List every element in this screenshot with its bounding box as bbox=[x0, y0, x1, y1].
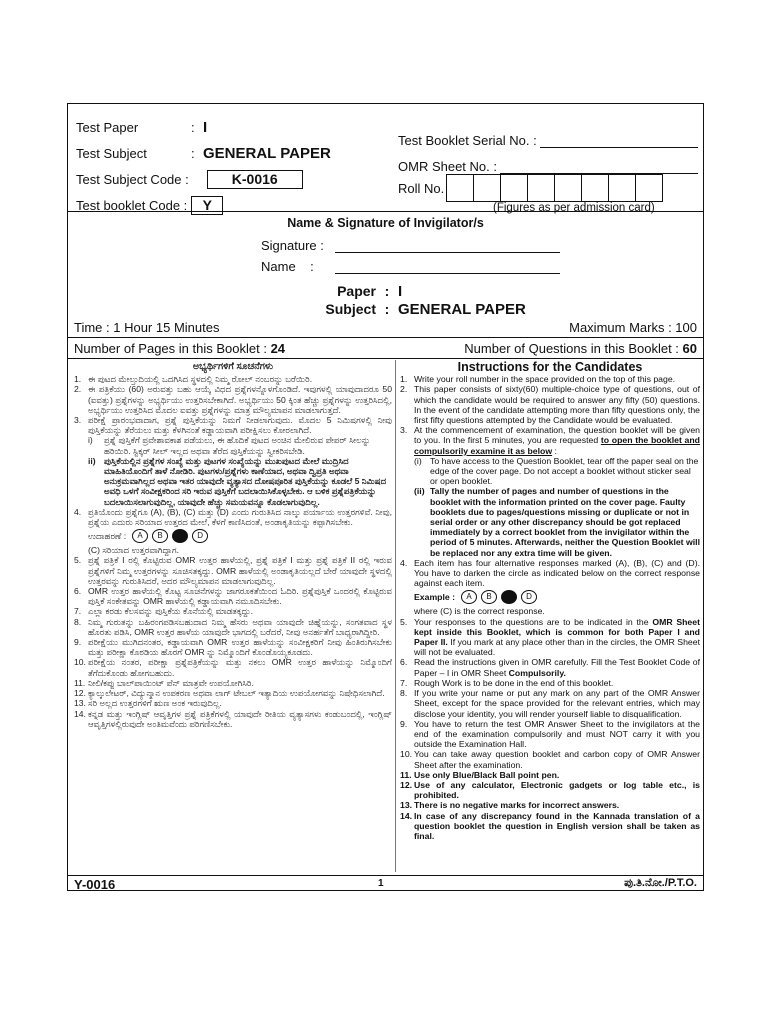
divider bbox=[68, 358, 703, 359]
omr-field[interactable] bbox=[500, 160, 698, 174]
signature-label: Signature : bbox=[261, 238, 324, 253]
list-item: 1. Write your roll number in the space provided on the top of this page. bbox=[400, 374, 676, 385]
roll-label: Roll No. bbox=[398, 180, 445, 196]
cover-page bbox=[67, 103, 704, 891]
subject-code-label: Test Subject Code : bbox=[76, 171, 189, 187]
list-subitem: ii) ಪುಸ್ತಿಕೆಯಲ್ಲಿನ ಪ್ರಶ್ನೆಗಳ ಸಂಖ್ಯೆ ಮತ್ತು ಪುಟಗಳ ಸಂಖ್ಯೆಯನ್ನು ಮುಖಪುಟದ ಮೇಲೆ ಮುದ್ರಿಸಿದ ಮಾಹಿತಿಯೊಂದಿಗೆ ತಾಳೆ ನೋಡಿರಿ. ಪುಟಗಳು/ಪ್ರಶ್ನೆಗಳು ಕಾಣೆಯಾದ, ಅಥವಾ ದ್ವಿಪ್ರತಿ ಅಥವಾ ಅನುಕ್ರಮವಾಗಿಲ್ಲದ ಅಥವಾ ಇತರ ಯಾವುದೇ ವ್ಯತ್ಯಾಸದ ದೋಷಪೂರಿತ ಪುಸ್ತಿಕೆಯನ್ನು ಕೂಡಲೆ 5 ನಿಮಿಷದ ಅವಧಿ ಒಳಗೆ ಸಂವೀಕ್ಷಕರಿಂದ ಸರಿ ಇರುವ ಪುಸ್ತಿಕೆಗೆ ಬದಲಾಯಿಸಿಕೊಳ್ಳಬೇಕು. ಆ ಬಳಿಕ ಪ್ರಶ್ನೆಪತ್ರಿಕೆಯನ್ನು ಬದಲಾಯಿಸಲಾಗುವುದಿಲ್ಲ, ಯಾವುದೇ ಹೆಚ್ಚು ಸಮಯವನ್ನೂ ಕೊಡಲಾಗುವುದಿಲ್ಲ. bbox=[88, 455, 387, 507]
list-item: 14. ಕನ್ನಡ ಮತ್ತು ಇಂಗ್ಲಿಷ್ ಆವೃತ್ತಿಗಳ ಪ್ರಶ್ನೆ ಪತ್ರಿಕೆಗಳಲ್ಲಿ ಯಾವುದೇ ರೀತಿಯ ವ್ಯತ್ಯಾಸಗಳು ಕಂಡುಬಂದಲ್ಲಿ, ಇಂಗ್ಲಿಷ್ ಆವೃತ್ತಿಗಳಲ್ಲಿರುವುದೇ ಅಂತಿಮವೆಂದು ಪರಿಗಣಿಸಬೇಕು. bbox=[74, 708, 392, 729]
serial-label: Test Booklet Serial No. : bbox=[398, 133, 537, 148]
bubble-d: D bbox=[521, 590, 537, 604]
kannada-title: ಅಭ್ಯರ್ಥಿಗಳಿಗೆ ಸೂಚನೆಗಳು bbox=[192, 361, 274, 372]
list-subitem: (ii) Tally the number of pages and number of questions in the booklet with the information printed on the cover page. Faulty booklets due to pages/questions missing or duplicate or not in serial order or any other discrepancy should be got replaced immediately by a correct booklet from the invigilator within the period of 5 minutes. Afterwards, neither the Question Booklet will be replaced nor any extra time will be given. bbox=[414, 486, 700, 558]
invigilator-title: Name & Signature of Invigilator/s bbox=[287, 216, 484, 230]
list-item: 9. You have to return the test OMR Answer Sheet to the invigilators at the end of the examination compulsorily and must NOT carry it with you outside the Examination Hall. bbox=[400, 718, 700, 750]
english-title: Instructions for the Candidates bbox=[457, 360, 643, 374]
roll-digit-box[interactable] bbox=[581, 174, 609, 202]
page-count: Number of Pages in this Booklet : 24 bbox=[74, 341, 286, 356]
example-label: Example : bbox=[414, 592, 456, 603]
list-item: 3. At the commencement of examination, the question booklet will be given to you. In the first 5 minutes, you are requested to open the booklet and compulsorily examine it as below : bbox=[400, 425, 700, 456]
roll-digit-box[interactable] bbox=[527, 174, 555, 202]
question-count: Number of Questions in this Booklet : 60 bbox=[464, 341, 697, 356]
list-item: 10. ಪರೀಕ್ಷೆಯ ನಂತರ, ಪರೀಕ್ಷಾ ಪ್ರಶ್ನೆಪತ್ರಿಕೆಯನ್ನು ಮತ್ತು ನಕಲು OMR ಉತ್ತರ ಹಾಳೆಯನ್ನು ನಿಮ್ಮೊಂದಿಗೆ ತೆಗೆದುಕೊಂಡು ಹೋಗಬಹುದು. bbox=[74, 657, 392, 678]
subject-line bbox=[316, 301, 526, 318]
pto-label: ಪು.ತಿ.ನೋ./P.T.O. bbox=[624, 877, 697, 889]
subject-value: GENERAL PAPER bbox=[398, 301, 526, 318]
list-item: 13. ಸರಿ ಅಲ್ಲದ ಉತ್ತರಗಳಿಗೆ ಋಣ ಅಂಕ ಇರುವುದಿಲ್ಲ. bbox=[74, 698, 222, 709]
subject-code-row bbox=[76, 166, 406, 192]
list-item: 8. ನಿಮ್ಮ ಗುರುತನ್ನು ಬಹಿರಂಗಪಡಿಸಬಹುದಾದ ನಿಮ್ಮ ಹೆಸರು ಅಥವಾ ಯಾವುದೇ ಚಿಹ್ನೆಯನ್ನು, ಸಂಗತವಾದ ಸ್ಥಳ ಹೊರತು ಪಡಿಸಿ, OMR ಉತ್ತರ ಹಾಳೆಯ ಯಾವುದೇ ಭಾಗದಲ್ಲಿ ಬರೆದರೆ, ನೀವು ಅನರ್ಹತೆಗೆ ಬಾಧ್ಯರಾಗಿದ್ದೀರಿ. bbox=[74, 616, 392, 637]
list-item: 6. OMR ಉತ್ತರ ಹಾಳೆಯಲ್ಲಿ ಕೊಟ್ಟ ಸೂಚನೆಗಳನ್ನು ಜಾಗರೂಕತೆಯಿಂದ ಓದಿರಿ. ಪ್ರಶ್ನೆಪುಸ್ತಿಕೆ ಒಂದರಲ್ಲಿ ಕೊಟ್ಟಿರುವ ಪುಸ್ತಿಕೆ ಸಂಕೇತವನ್ನು OMR ಹಾಳೆಯಲ್ಲಿ ಕಡ್ಡಾಯವಾಗಿ ನಮೂದಿಸಬೇಕು. bbox=[74, 586, 392, 607]
omr-label: OMR Sheet No. : bbox=[398, 159, 497, 174]
roll-digit-box[interactable] bbox=[635, 174, 663, 202]
roll-boxes[interactable] bbox=[446, 174, 662, 202]
kannada-instructions bbox=[74, 362, 392, 729]
bubble-c-filled bbox=[172, 529, 188, 543]
roll-digit-box[interactable] bbox=[446, 174, 474, 202]
list-item: 5. ಪ್ರಶ್ನೆ ಪತ್ರಿಕೆ I ರಲ್ಲಿ ಕೊಟ್ಟಿರುವ OMR ಉತ್ತರ ಹಾಳೆಯಲ್ಲಿ, ಪ್ರಶ್ನೆ ಪತ್ರಿಕೆ I ಮತ್ತು ಪ್ರಶ್ನೆ ಪತ್ರಿಕೆ II ರಲ್ಲಿ ಇರುವ ಪ್ರಶ್ನೆಗಳಿಗೆ ನಿಮ್ಮ ಉತ್ತರಗಳನ್ನು ಸೂಚಿಸತಕ್ಕದ್ದು. OMR ಹಾಳೆಯಲ್ಲಿ ಅಂಡಾಕೃತಿಯಲ್ಲದೆ ಬೇರೆ ಯಾವುದೇ ಸ್ಥಳದಲ್ಲಿ ಉತ್ತರವನ್ನು ಗುರುತಿಸಿದರೆ, ಅದರ ಮೌಲ್ಯಮಾಪನ ಮಾಡಲಾಗುವುದಿಲ್ಲ. bbox=[74, 555, 392, 586]
english-instructions bbox=[400, 362, 700, 841]
example-note: where (C) is the correct response. bbox=[414, 606, 545, 617]
colon: : bbox=[191, 119, 195, 135]
time-limit: Time : 1 Hour 15 Minutes bbox=[74, 320, 220, 335]
colon: : bbox=[384, 301, 390, 317]
bubble-a: A bbox=[461, 590, 477, 604]
list-item: 11. ನೀಲಿ/ಕಪ್ಪು ಬಾಲ್‌ಪಾಯಿಂಟ್ ಪೆನ್ ಮಾತ್ರವೇ ಉಪಯೋಗಿಸಿರಿ. bbox=[74, 677, 254, 688]
list-item: 2. ಈ ಪತ್ರಿಕೆಯು (60) ಅರುವತ್ತು ಬಹು ಆಯ್ಕೆ ವಿಧದ ಪ್ರಶ್ನೆಗಳನ್ನೊಳಗೊಂಡಿದೆ. ಇವುಗಳಲ್ಲಿ ಯಾವುದಾದರೂ 50 (ಐವತ್ತು) ಪ್ರಶ್ನೆಗಳನ್ನು ಅಭ್ಯರ್ಥಿಯು ಉತ್ತರಿಸಬೇಕಾಗಿದೆ. ಅಭ್ಯರ್ಥಿಯು 50 ಕ್ಕಿಂತ ಹೆಚ್ಚು ಪ್ರಶ್ನೆಗಳನ್ನು ಉತ್ತರಿಸಿದಲ್ಲಿ, ಅಭ್ಯರ್ಥಿಯು ಉತ್ತರಿಸಿದ ಮೊದಲ ಐವತ್ತು ಪ್ರಶ್ನೆಗಳನ್ನು ಮಾತ್ರ ಮೌಲ್ಯಮಾಪನ ಮಾಡಲಾಗುತ್ತದೆ. bbox=[74, 384, 392, 415]
test-subject-value: GENERAL PAPER bbox=[203, 144, 331, 162]
time-row bbox=[74, 320, 697, 335]
list-item: 4. Each item has four alternative responses marked (A), (B), (C) and (D). You have to darken the circle as indicated below on the correct response against each item. bbox=[400, 557, 700, 589]
serial-info bbox=[398, 122, 698, 214]
list-item: 7. ಎಲ್ಲಾ ಕರಡು ಕೆಲಸವನ್ನು ಪುಸ್ತಿಕೆಯ ಕೊನೆಯಲ್ಲಿ ಮಾಡತಕ್ಕದ್ದು. bbox=[74, 606, 254, 617]
list-item: 7. Rough Work is to be done in the end of this booklet. bbox=[400, 677, 614, 688]
list-item: 12. ಕ್ಯಾಲ್ಕುಲೇಟರ್, ವಿದ್ಯುನ್ಮಾನ ಉಪಕರಣ ಅಥವಾ ಲಾಗ್ ಟೇಬಲ್ ಇತ್ಯಾದಿಯ ಉಪಯೋಗವನ್ನು ನಿಷೇಧಿಸಲಾಗಿದೆ. bbox=[74, 688, 385, 699]
test-subject-label: Test Subject bbox=[76, 145, 147, 161]
subject-label: Subject bbox=[325, 301, 376, 317]
test-paper-row bbox=[76, 114, 406, 140]
list-subitem: (i) To have access to the Question Booklet, tear off the paper seal on the edge of the cover page. Do not accept a booklet without sticker seal or open booklet. bbox=[414, 455, 699, 487]
paper-label: Paper bbox=[337, 283, 376, 299]
page-number: 1 bbox=[378, 878, 384, 889]
list-item: 14. In case of any discrepancy found in the Kannada translation of a question booklet the question in English version shall be taken as final. bbox=[400, 810, 700, 841]
list-subitem: i) ಪ್ರಶ್ನೆ ಪುಸ್ತಿಕೆಗೆ ಪ್ರವೇಶಾವಕಾಶ ಪಡೆಯಲು, ಈ ಹೊದಿಕೆ ಪುಟದ ಅಂಚಿನ ಮೇಲಿರುವ ಪೇಪರ್ ಸೀಲನ್ನು ಹರಿಯಿರಿ. ಸ್ಟಿಕ್ಕರ್ ಸೀಲ್ ಇಲ್ಲದ ಅಥವಾ ತೆರೆದ ಪುಸ್ತಿಕೆಯನ್ನು ಸ್ವೀಕರಿಸಬೇಡಿ. bbox=[88, 435, 371, 456]
page-footer bbox=[68, 875, 703, 891]
booklet-code-value: Y bbox=[191, 196, 223, 215]
omr-row bbox=[398, 148, 698, 174]
list-item: 2. This paper consists of sixty(60) multiple-choice type of questions, out of which the candidate would be required to answer any fifty (50) questions. In the event of the candidate attempting more than fifty questions only, the first fifty questions attempted by the Candidate would be evaluated. bbox=[400, 384, 700, 426]
name-field[interactable] bbox=[335, 262, 560, 274]
column-divider bbox=[395, 360, 396, 872]
list-item: 3. ಪರೀಕ್ಷೆ ಪ್ರಾರಂಭವಾದಾಗ, ಪ್ರಶ್ನೆ ಪುಸ್ತಿಕೆಯನ್ನು ನಿಮಗೆ ನೀಡಲಾಗುವುದು. ಮೊದಲ 5 ನಿಮಿಷಗಳಲ್ಲಿ ನೀವು ಪುಸ್ತಿಕೆಯನ್ನು ತೆರೆಯಲು ಮತ್ತು ಕೆಳಗಿನಂತೆ ಕಡ್ಡಾಯವಾಗಿ ಪರೀಕ್ಷಿಸಲು ಕೋರಲಾಗಿದೆ. bbox=[74, 415, 392, 436]
serial-row bbox=[398, 122, 698, 148]
list-item: 5. Your responses to the questions are to be indicated in the OMR Sheet kept inside this Booklet, which is common for both Paper I and Paper II. If you mark at any place other than in the circles, the OMR Sheet will not be evaluated. bbox=[400, 616, 700, 658]
example-row bbox=[400, 588, 700, 606]
subject-code-value: K-0016 bbox=[207, 170, 303, 189]
booklet-code-row bbox=[76, 192, 406, 218]
bubble-b: B bbox=[152, 529, 168, 543]
list-item: 13. There is no negative marks for incorrect answers. bbox=[400, 800, 620, 811]
list-item: 6. Read the instructions given in OMR carefully. Fill the Test Booklet Code of Paper – I in OMR Sheet Compulsorily. bbox=[400, 657, 700, 678]
name-label: Name : bbox=[261, 259, 314, 274]
colon: : bbox=[191, 145, 195, 161]
list-item: 4. ಪ್ರತಿಯೊಂದು ಪ್ರಶ್ನೆಗೂ (A), (B), (C) ಮತ್ತು (D) ಎಂದು ಗುರುತಿಸಿದ ನಾಲ್ಕು ಪರ್ಯಾಯ ಉತ್ತರಗಳಿವೆ. ನೀವು, ಪ್ರಶ್ನೆಯ ಎದುರು ಸರಿಯಾದ ಉತ್ತರದ ಮೇಲೆ, ಕೆಳಗೆ ಕಾಣಿಸಿದಂತೆ, ಅಂಡಾಕೃತಿಯನ್ನು ಕಪ್ಪಾಗಿಸಬೇಕು. bbox=[74, 506, 392, 528]
roll-row bbox=[398, 174, 698, 202]
bubble-d: D bbox=[192, 529, 208, 543]
test-paper-label: Test Paper bbox=[76, 119, 139, 135]
bubble-c-filled bbox=[501, 590, 517, 604]
list-item: 10. You can take away question booklet and carbon copy of OMR Answer Sheet after the examination. bbox=[400, 749, 700, 770]
roll-digit-box[interactable] bbox=[500, 174, 528, 202]
divider bbox=[68, 337, 703, 338]
list-item: 8. If you write your name or put any mark on any part of the OMR Answer Sheet, except for the space provided for the relevant entries, which may disclose your identity, you will render yourself liable to disqualification. bbox=[400, 688, 700, 719]
example-note: (C) ಸರಿಯಾದ ಉತ್ತರವಾಗಿದ್ದಾಗ. bbox=[88, 545, 180, 556]
example-label: ಉದಾಹರಣೆ : bbox=[88, 531, 127, 542]
divider bbox=[68, 211, 703, 212]
paper-line bbox=[316, 283, 402, 300]
list-item: 11. Use only Blue/Black Ball point pen. bbox=[400, 769, 560, 780]
name-row bbox=[261, 259, 560, 274]
booklet-code-footer: Y-0016 bbox=[74, 877, 116, 892]
paper-value: I bbox=[398, 283, 403, 300]
roll-digit-box[interactable] bbox=[473, 174, 501, 202]
signature-row bbox=[261, 238, 560, 253]
list-item: 12. Use of any calculator, Electronic gadgets or log table etc., is prohibited. bbox=[400, 779, 700, 801]
max-marks: Maximum Marks : 100 bbox=[569, 320, 697, 335]
count-row bbox=[74, 341, 697, 356]
test-subject-row bbox=[76, 140, 406, 166]
roll-note: (Figures as per admission card) bbox=[493, 202, 655, 214]
signature-field[interactable] bbox=[335, 241, 560, 253]
serial-field[interactable] bbox=[540, 134, 698, 148]
roll-digit-box[interactable] bbox=[608, 174, 636, 202]
roll-digit-box[interactable] bbox=[554, 174, 582, 202]
example-row bbox=[74, 527, 392, 545]
list-item: 9. ಪರೀಕ್ಷೆಯು ಮುಗಿದನಂತರ, ಕಡ್ಡಾಯವಾಗಿ OMR ಉತ್ತರ ಹಾಳೆಯನ್ನು ಸಂವೀಕ್ಷಕರಿಗೆ ನೀವು ಹಿಂತಿರುಗಿಸಬೇಕು ಮತ್ತು ಪರೀಕ್ಷಾ ಕೊಠಡಿಯ ಹೊರಗೆ OMR ನ್ನು ನಿಮ್ಮೊಂದಿಗೆ ಕೊಂಡೊಯ್ಯಕೂಡದು. bbox=[74, 637, 392, 658]
booklet-code-label: Test booklet Code : bbox=[76, 197, 188, 213]
bubble-b: B bbox=[481, 590, 497, 604]
bubble-a: A bbox=[132, 529, 148, 543]
list-item: 1. ಈ ಪುಟದ ಮೇಲ್ತುದಿಯಲ್ಲಿ ಒದಗಿಸಿದ ಸ್ಥಳದಲ್ಲಿ ನಿಮ್ಮ ರೋಲ್ ನಂಬರನ್ನು ಬರೆಯಿರಿ. bbox=[74, 374, 313, 385]
test-info bbox=[76, 114, 406, 218]
test-paper-value: I bbox=[203, 118, 208, 136]
colon: : bbox=[384, 283, 390, 299]
